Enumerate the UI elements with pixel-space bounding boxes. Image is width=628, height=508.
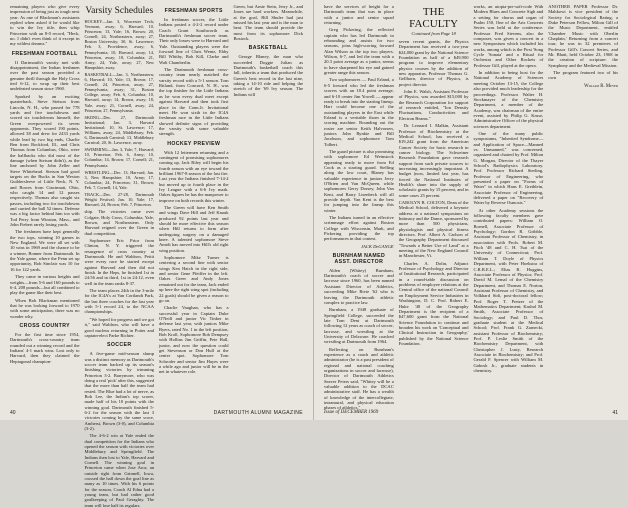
- paragraph: Charlie Vaughan, who has a successful year in Captain Duke O'Neill and junior Vic Tinker in defense last year, with juniors Mike Byers, rated No. 1 in the left position, Bob Kroll, Sophomore Bob Dempsey with Hollins Jim Griffin, Pete Hall, junior, and now the question could get Stevenson or Don Hull at the center spot. Sophomore Tom Schroder and senior Jim Hayes were a while ago and junior will be in the net in whatever role.: [159, 305, 229, 375]
- right-footer: [324, 410, 618, 416]
- schedule-entry: HOCKEY—Jan. 3, Worcester Tech; Vermont, away; 6, Harvard; 10, Princeton; 13, Yale; 16, Brown; 20, Cornell; 24, Northeastern, away; 27, Boston University; 30, St. Lawrence; Feb. 3, Providence, away; 6, Pennsylvania; 10, Harvard, away; 14, Princeton, away; 18, Columbia; 21, Army; 24, Yale, away; 27, New Hampshire, away.: [84, 19, 154, 70]
- right-col-2: [399, 4, 469, 404]
- paragraph: When Bob Blackman mentioned that he was looking forward to 1970 with some anticipation, there was no wonder why.: [10, 297, 80, 319]
- paragraph: The 4-6-2 win at Yale ended the dual competition for the Indians who opened the season with victories over Middlebury and Springfield. The Indians then lost to Yale, Harvard and Cornell. The winning goal in Princeton came when Jose Arca, an outside right from Grinnell, Iowa, crossed the ball down the goal line as many as 10 times. With his 6 points for the season, Coach Al Edna had a young team, but had rather good goalkeeping of Paul Geraghty. The team will lose half its regulars.: [84, 433, 154, 508]
- continued-note: Continued from Page 18: [411, 31, 456, 36]
- paragraph: ANOTHER PAPER Professor Dr. Mahkowi is vice president of the Society for Sociological Rating, a Duke Peterson Fellow, Milton Gill of the Music Department, entitled 'Chamber Music with Oberlin Chaplain,' Returning from a concert tour, he was in 32 premieres of Professor Gill's Concert Series, and Mr. Bhatt, held October 23, 1968 in the creation of scripture: the Symphony and the Medieval Mission.: [548, 4, 618, 68]
- right-page: [314, 0, 628, 420]
- paragraph: The guard picture is also promising with sophomore Ed Weinstock appearing ready to move from Ed Cook as a starting guard. Stelling along the low court, Blaney has valuable experience in juniors Jerry O'Brien and Van McQueen, while sophomores Gerry Dorsey, John Van Kent, and Barry Lisenbeck will all provide depth. Van Kent is the best for jumping into the lineup this winter.: [324, 148, 394, 213]
- section-heading: FRESHMAN FOOTBALL: [11, 50, 78, 57]
- paragraph: The program featured two of his own: [548, 70, 618, 81]
- paragraph: One of the many public symposiums, "Inherited Syndrome—and Application of Space—Manned vs. Unmanned," was concerned, organized and chaired by Prof. Milton G. Morgan, Director of the Thayer School's Radiophysics Laboratory. Prof. Professor Richard Sterling, Professor of Engineering, who presented a paper on "Forms of Water" in which Hans E. Grethlein, Associate Professor of Engineering, delivered a paper on "Recovery of Water by Reverse Osmosis.": [473, 130, 544, 206]
- paragraph: works, an utopia-pre-soft-code With Modern Blues and Concrete Sigh and a setting for chorus and organ of Psalm 150, One of the Arts Concerts Series was held at the conference. Professor Fred Stevens, also the composer, was given a concert in a new Symposium which included his works, among which is the First 'Song Cycle 'Sonata' and a Ritual for Orchestra and Other Rockets of Professor Gill, played at the opera.: [473, 4, 544, 68]
- page-number: 41: [612, 410, 618, 416]
- paragraph: The team places 24th in the 3-mile for the IC4A's at Van Cortlandt Park, the last three coaches for the last year with 5-1 record 24, to the NCAA championships.: [84, 288, 154, 315]
- paragraph: The Dartmouth freshman cross-country team nearly matched the varsity record with a 5-1 season. Tom Ritland, from Concord, N. H., was the top finisher for the Little Indians as he won every dual meet except against Harvard and then took first place in the Conn.Jr. Invitational meet. He won sixth in the IC4A freshman race in the Little Indians showed definite signs of providing the varsity with some valuable strength.: [159, 67, 229, 137]
- right-col-3: [474, 4, 544, 404]
- paragraph: The Green will have Ken Smith and wings Dave Hill and Jeff Knauk produced 92 points last year and should be more effective this season when Hill returns to form after undergoing surgery on a damaged knee. A talented sophomore Steve Amidi has moved into Hill's old right wing position.: [159, 205, 229, 253]
- paragraph: Two sophomores — Paul Erland, a 6-5 forward who led the freshman scorers with an 18.4 point average, and 6-10 center Jim Yowell — appear ready to break into the starting lineup. Hart could become one of the outstanding players in the East while Erland is a veritable thorn in the scoring machine. Rounding out the roster are senior Keith Halvorsen, juniors John Rynkie and Bill Jacobson, and sophomore Tom Tolbert.: [324, 77, 394, 147]
- paragraph: Burnham, a 1948 graduate of Springfield College, succeeded the late Tom Dent at Dartmouth following 12 years as coach of soccer, lacrosse, and wrestling at the University of Delaware. He coached wrestling at Dartmouth from 1964.: [324, 307, 394, 345]
- paragraph: With 12 lettermen returning and a contingent of promising sophomores coming up, Jack Riley will begin his fourth season with an eye toward the brilliant 1967-8 season of the last fire. Last year the Indians finished 7-14-2 but moved up to fourth place in the Ivy League with a 6-6 Ivy mark. Oakes figures he has the manpower to improve on both records this winter.: [159, 149, 229, 203]
- paragraph: ship. The victories came over Colgate, Holy Cross, Columbia, Yale, Brown, and Northeastern. Only Harvard reigned over the Green in dual competition.: [84, 209, 154, 236]
- left-col-3: [159, 4, 229, 404]
- paragraph: have the services of height for a Dartmouth team that was in place with a junior and senior squad returning.: [324, 4, 394, 26]
- section-heading: HOCKEY PREVIEW: [167, 140, 221, 147]
- paragraph: If Dartmouth's varsity met with disappointment, the Indian freshmen over the past season provided a genuine thrill through the Holy Cross tied 6-12, to wrap up their best undefeated season since 1960.: [10, 59, 80, 92]
- paragraph: Alden (Whitey) Burnham, Dartmouth's coach of soccer and lacrosse since 1960, has been named Assistant Director of Athletics, succeeding Mike Rivie '62 who is leaving the Dartmouth athletic complex to practice law.: [324, 267, 394, 305]
- schedules-title: Varsity Schedules: [85, 6, 154, 16]
- paragraph: Green, but Arnie Stein, Jerry Jr., and Jones are hard workers. Meanwhile, at the goal, Bill Shuler had just missed his last year and is the man to beat. The team should provide the most from its sophomore Dick Bostock.: [233, 4, 303, 42]
- left-col-4: [234, 4, 304, 404]
- paragraph: In freshman soccer, the Little Indians posted a 4-2-2 record under Coach Grant Southworth as Dartmouth's freshman soccer team. Their only losses were to Harvard and Yale. Outstanding players were the forward line of Chris Wentz, Ebby Bill Whitby, Bob Kill, Clarke and Walt Chamberlin.: [159, 17, 229, 65]
- section-heading: FRESHMAN SPORTS: [164, 8, 223, 14]
- paragraph: Charles A. Dolin, Adjunct Professor of Psychology and Director of Institutional Research, participated in a round-table discussion on problems of employee relations at the Central office of the national Council on Employment Service Industries in Washington, D. C. Prof. Robert E. Huke '48 of the Geography Department is the recipient of a $47,600 grant from the National Science Foundation to continue and broaden his work on 'Conceptual and Clinical Instruction in Geography,' published by the National Science Foundation.: [398, 260, 469, 346]
- paragraph: The Indians turned in an effective scrimmage effort against Boston College with Wisconsin, Mark, and Pickering providing the top performances in that contest.: [324, 215, 394, 242]
- section-heading: SOCCER: [106, 342, 132, 349]
- paragraph: Dr. Leonard I. Malkin, Assistant Professor of Biochemistry at the Medical School, has received a $19,242 grant from the American Cancer Society for basic research in cancer biology. The Schweiner Research Foundation gave research support from such private sources to increasing increasingly important. A budget (now, limited last year, has forced the National Institutes of Health's share into the supply of scholastic grants by 15 percent, and in some cases 25 percent.: [398, 123, 469, 198]
- schedule-entry: SWIMMING—Jan. 3, Yale; 7, Harvard; 10, Princeton; Feb. 6, Army; 10, Columbia; 14, Brown; 17, Cornell; 21, Pennsylvania.: [84, 147, 154, 168]
- author-signature: William R. Meyer: [584, 83, 618, 89]
- paragraph: Reflecting on Burnham's experience as a coach and athletic administrator (he is a past president of regional and national coaching organizations in soccer and lacrosse), Director of Dartmouth Athletics Seaver Peters said, "Whitey will be a valuable addition to the DCAC administrative staff. He has a wealth of knowledge of the intercollegiate, intramural, and physical education phases of athletics.": [324, 346, 394, 411]
- paragraph: For the first time since 1954, Dartmouth's cross-country team rounded out a winning record and the Indians' 4-1 mark wins. Lost only to Harvard, then they claimed the Heptagonal champion-: [10, 331, 80, 364]
- schedule-entry: WRESTLING—Dec. 13, Harvard; Jan. 3, New Hampshire; 10, Army; 17, Columbia; 24, Princeton; 31, Brown; Feb. 7, Cornell; 14, Yale.: [84, 169, 154, 190]
- byline: JACK DeGANGE: [360, 243, 394, 249]
- schedule-entry: TRACK—Dec. 27-28, Dartmouth Weight Festival; Jan. 10, Yale; 17, Harvard; 24, Brown; Feb. 7, Princeton.: [84, 192, 154, 208]
- paragraph: At other Academy sessions the following faculty members gave contributed papers: William O. Bornell, Associate Professor of Psychology; Gordon R. Gribble, Assistant Professor of Chemistry, in association with Profs. Robert M. Fitch '48 and C. H. Tsai of the University of Connecticut; Prof. William T. Doyle of Physics Department, with Peter Hoekstra of C.R.R.E.L.; Elias R. Hoggins, Associate Professor of Physics; Prof. David M. Lemal of the Chemistry Department, and Thomas E. Norton, Assistant Professor of Chemistry, and Volkhard Sidi, post-doctoral fellow; Prof. Roger T. Pretzer of the Mathematics Department; Kashol M. Smith, Associate Professor of Sociology; and Paul D. Thor, graduate student at the Medical School; Prof. Frank G. Zarnecki, assistant Professor of Biochemistry; Prof. P. Leslie Smith of the Biochemistry Department, with Christopher J. Lusty, Research Associate in Biochemistry; and Prof. Gerald F. Spencer with William M. Gabosh Jr., graduate students in chemistry.: [473, 207, 544, 374]
- section-heading: CROSS COUNTRY: [19, 322, 71, 329]
- paragraph: Sophomore Eric Prior from Clinton, N. Y. triggered the resurgence of cross country at Dartmouth. He and Waldron, Pettit were every race he started except against Harvard and then did not finish. In the Heps, he finished 1st in 24:56 and in third, 1st in 24:12, even well in the team ranks 8-37.: [84, 238, 154, 286]
- paragraph: John E. Walsh, Assistant Professor of Physics, was awarded $15,000 by the Research Corporation for support of research entitled, "Ion Density Fluctuations, Conductivities and Electron Beams.": [398, 89, 469, 121]
- magazine-name: DARTMOUTH ALUMNI MAGAZINE: [213, 410, 303, 416]
- paragraph: George Blaney, the man who succeeded Doggie Julian as Dartmouth's basketball coach this fall, inherits a team that produced the Green's best record in the last nine, taking a 14-10 ride and helping the stretch of the '69 Ivy season. The Indians will: [233, 54, 303, 97]
- schedule-entry: SKIING—Dec. 27, Dartmouth Invitational; Jan. 3, Harvard Invitational; 10, St. Lawrence; 17, Williams, away; 24, Middlebury; Feb. 6, Dartmouth Carnival; 13, Middlebury Carnival; 20, St. Lawrence, away.: [84, 114, 154, 146]
- page-number: 40: [10, 410, 16, 416]
- paragraph: A five-game mid-season slump was a distinct memory as Dartmouth's soccer team backed up its season's finishing victories by trimming Princeton 3-2. Barrymore, who was doing a real 'pick' after this, suggested that the more than half the team had rested. The Blue had a lot of nerve, as Bob Lee, the Indian's top scorer, made half of his 10 points with the winning goal. Dartmouth finished 5-6-2 for the season with the last 3 victories coming by the same score, Amherst, Brown (3-0), and Columbia (3-2).: [84, 351, 154, 431]
- section-heading: BASKETBALL: [248, 45, 288, 52]
- paragraph: Greg Pickering, the reflected captain who has led Dartmouth in rebounding and assists for two seasons, joins high-scoring forward Alan Wilson as the top two players. Wilson, 6-7, and led the team with a 20.3 point average as a junior, seems to have sharpened his eye and gained greater range this season.: [324, 27, 394, 76]
- paragraph: remaining players who give every impression of being just as tough next year. As one of Blackman's assistants replied when asked if he would like to win the Ivy title, then whip Princeton with an 8-0 record, "Heck, no. I didn't even think of it except in my wildest dreams.": [10, 4, 80, 47]
- paragraph: CAROLYN B. COLTON, Dean of the Medical School, delivered a keynote address at a national symposium on Intimacy and the Dance, sponsored by more than 500 physicians, physiologists and physical fitness directors. Prof. Albert A. Carlson of the Geography Department discussed "Towards a Better Use of Land" at a meeting of the New England Council in Manchester, Vt.: [398, 199, 469, 259]
- paragraph: seven recent grants, the Physics Department has received a two-year $24,000 grant by the National Science Foundation as half of a $49,900 program to improve elementary physics courses by the addition of new apparatus. Professor Thomas G. Gellhorn, director of Physics, is project director.: [398, 39, 469, 87]
- paragraph: Sophomore Mike Turner is centering a second line with senior wings Ken Hatch in the right side, and senior Gene Pfeiffer in the left. Oakes Greer and Andy Jones remained out for the team, Jack ended up here the right wing spot (including 22 goals) should be given a reason to go on.: [159, 255, 229, 303]
- faculty-title: THE FACULTY: [409, 6, 459, 30]
- left-col-1: [10, 4, 80, 404]
- right-col-1: [324, 4, 394, 411]
- left-col-2: [84, 4, 155, 508]
- paragraph: Sparked by an exciting quarterback, Steve Stetson from Lincoln, N. H., who passed for 778 yards and five touchdowns and scored six touchdowns himself, the Green overpowered its seven opponents. They scored 190 points, allowed 38 and drew for 2433 yards while lead by two big ends, Charlie Ben from Rockford, Ill., and Chris Thomas from Columbus, Ohio, were the halfbacks who did most of the damage (when Stetson didn't), as the line anchored by John Zeller and Steve Whitehead. Stetson had good targets on the Bucks in San Weston Guildersleeve of Little Neck, N. Y. and Bowes from Cincinnati, Ohio, who caught 14 and 12 passes respectively. Thomas also caught six passes, including two for touchdowns and carried the ball 52 times. Defense was a big factor behind him too with Tod Perry from Winston, Mass., and John Fiebert rarely losing yards.: [10, 93, 80, 228]
- paragraph: They came in various heights and weights—from 5-6 and 160 pounds to 6-4, 208 pounds—but all combined to play the game like their best.: [10, 274, 80, 296]
- paragraph: The freshmen have kept generally the two tops, winning 10 games in New England. We were all set with 10 wins in 1969 and the chance to be a winner, Bonner from Dartmouth. In the Yale game, where the Penn set up opportunity, Bob Sinclair was 10 for 16 for 122 yards.: [10, 229, 80, 272]
- issue-date: Issue of DECEMBER 1969: [324, 410, 379, 415]
- right-col-4: [548, 4, 618, 404]
- paragraph: In addition to being host for the National Academy of Sciences meeting October 13-15, the College also provided much leadership for the proceedings. Professor Walter H. Stockmayer of the Chemistry Department, a member of the Academy, was chairman of the entire event, assisted by Philip G. Kruse, Administrative Officer of the physical sciences department.: [473, 70, 544, 129]
- paragraph: "We hoped for progress and we got it," said Waldron, who will have a good nucleus returning in Potter and captain-elect Parke Richter.: [84, 316, 154, 338]
- schedule-entry: BASKETBALL—Jan. 3, Northeastern; 6, Harvard; 10, Yale; 13, Brown; 17, Cornell; 24, Princeton, away; 27, Pennsylvania, away; 31, Boston College, away; Feb. 6, Columbia; 10, Harvard, away; 14, Brown, away; 18, Yale, away; 21, Cornell, away; 24, Princeton; 27, Pennsylvania.: [84, 71, 154, 113]
- left-footer: [10, 410, 303, 416]
- section-heading: BURNHAM NAMED ASST. DIRECTOR: [332, 252, 386, 265]
